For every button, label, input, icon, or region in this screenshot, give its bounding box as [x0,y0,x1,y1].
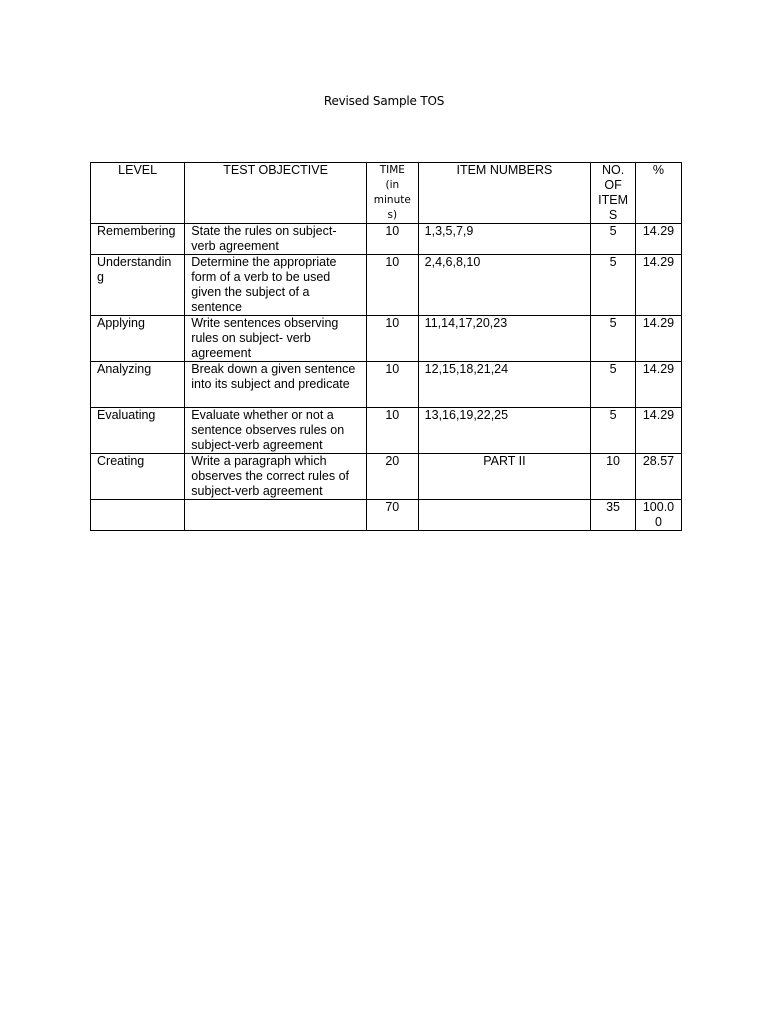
cell-objective: State the rules on subject-verb agreement [185,224,367,255]
header-item-numbers: ITEM NUMBERS [418,163,590,224]
total-level [91,500,185,531]
total-item-numbers [418,500,590,531]
cell-percent: 14.29 [635,408,681,454]
cell-percent: 28.57 [635,454,681,500]
cell-no-of-items: 5 [591,362,636,408]
cell-objective: Evaluate whether or not a sentence observes rules on subject-verb agreement [185,408,367,454]
cell-time: 20 [366,454,418,500]
cell-no-of-items: 5 [591,255,636,316]
table-row [91,454,682,500]
total-time: 70 [366,500,418,531]
table-row [91,224,682,255]
cell-level: Evaluating [91,408,185,454]
cell-level: Creating [91,454,185,500]
cell-objective: Break down a given sentence into its subject and predicate [185,362,367,408]
cell-time: 10 [366,224,418,255]
cell-level: Remembering [91,224,185,255]
cell-level: Analyzing [91,362,185,408]
header-test-objective: TEST OBJECTIVE [185,163,367,224]
cell-item-numbers: 12,15,18,21,24 [418,362,590,408]
cell-time: 10 [366,362,418,408]
header-no-of-items: NO. OF ITEMS [591,163,636,224]
cell-no-of-items: 10 [591,454,636,500]
cell-percent: 14.29 [635,316,681,362]
header-level: LEVEL [91,163,185,224]
cell-no-of-items: 5 [591,408,636,454]
header-percent: % [635,163,681,224]
total-objective [185,500,367,531]
table-header-row [91,163,682,224]
cell-item-numbers: 13,16,19,22,25 [418,408,590,454]
cell-objective: Write sentences observing rules on subject- verb agreement [185,316,367,362]
cell-time: 10 [366,255,418,316]
cell-time: 10 [366,408,418,454]
cell-percent: 14.29 [635,362,681,408]
table-row [91,255,682,316]
total-percent: 100.00 [635,500,681,531]
table-row [91,362,682,408]
cell-objective: Write a paragraph which observes the correct rules of subject-verb agreement [185,454,367,500]
table-of-specifications [90,162,682,531]
cell-level: Understanding [91,255,185,316]
cell-percent: 14.29 [635,255,681,316]
table-totals-row [91,500,682,531]
cell-item-numbers: 1,3,5,7,9 [418,224,590,255]
cell-percent: 14.29 [635,224,681,255]
cell-no-of-items: 5 [591,316,636,362]
cell-no-of-items: 5 [591,224,636,255]
document-title: Revised Sample TOS [323,94,445,108]
cell-level: Applying [91,316,185,362]
table-row [91,408,682,454]
cell-item-numbers: 11,14,17,20,23 [418,316,590,362]
cell-item-numbers: PART II [418,454,590,500]
cell-time: 10 [366,316,418,362]
total-no-of-items: 35 [591,500,636,531]
table-row [91,316,682,362]
cell-objective: Determine the appropriate form of a verb to be used given the subject of a sentence [185,255,367,316]
header-time: TIME (in minutes) [366,163,418,224]
cell-item-numbers: 2,4,6,8,10 [418,255,590,316]
